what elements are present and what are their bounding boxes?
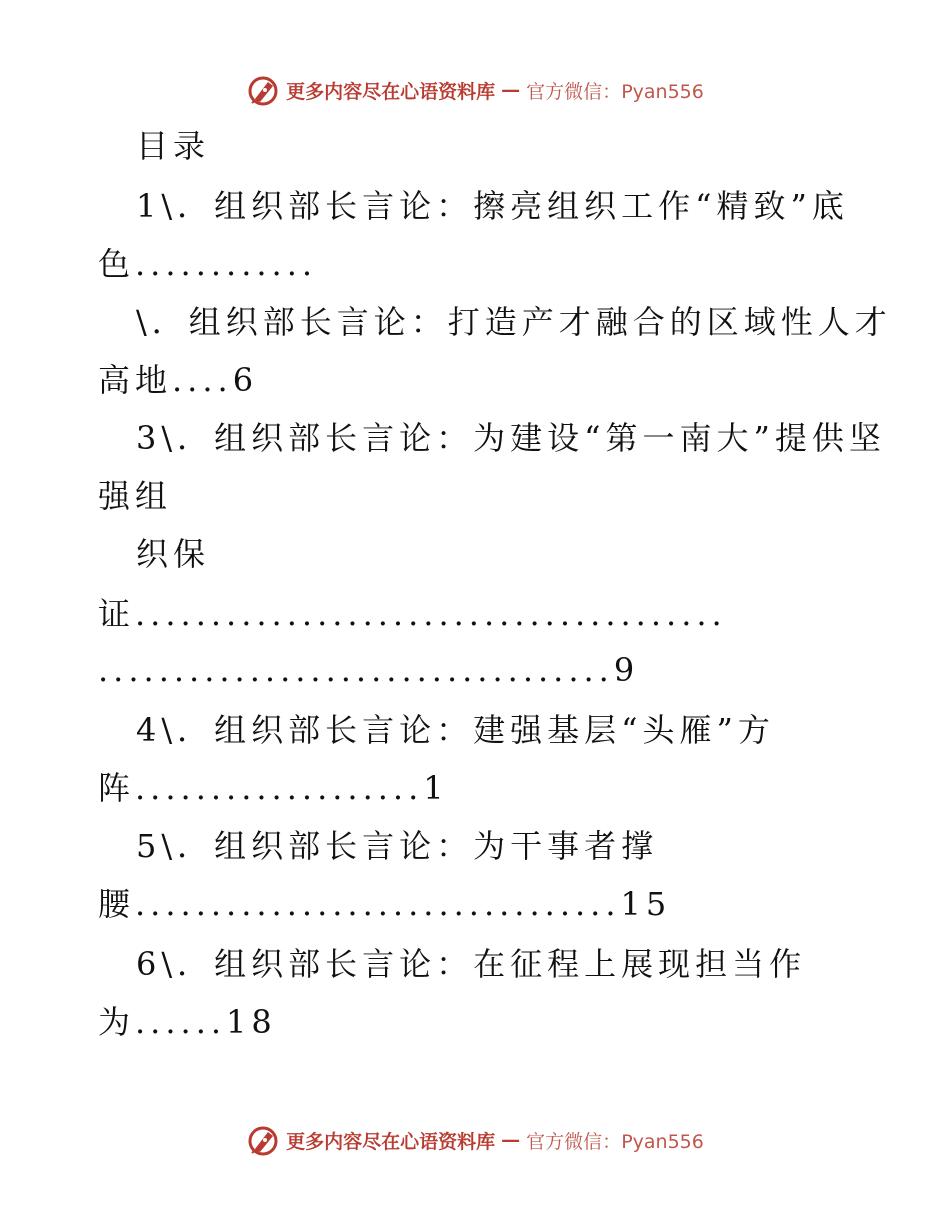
toc-entry-1-cont: 色............ xyxy=(98,245,318,283)
wechat-label: 官方微信： xyxy=(526,1130,622,1153)
watermark-wechat xyxy=(526,77,704,104)
wechat-id: Pyan556 xyxy=(621,80,704,103)
toc-entry-2-cont: 高地....6 xyxy=(98,361,259,399)
toc-entry-2: \．组织部长言论：打造产才融合的区域性人才 xyxy=(136,303,892,341)
pen-nib-seal-icon xyxy=(246,73,280,107)
header-watermark xyxy=(0,70,950,110)
watermark-dash: — xyxy=(501,79,521,101)
toc-entry-3-cont-3: 证....................................... xyxy=(98,595,727,633)
wechat-id: Pyan556 xyxy=(621,1130,704,1153)
watermark-text: 更多内容尽在心语资料库 xyxy=(286,80,496,103)
toc-entry-4-cont: 阵...................1 xyxy=(98,769,449,807)
footer-watermark xyxy=(0,1120,950,1160)
watermark-wechat xyxy=(526,1127,704,1154)
watermark-text: 更多内容尽在心语资料库 xyxy=(286,1130,496,1153)
toc-entry-1: 1\．组织部长言论：擦亮组织工作“精致”底 xyxy=(136,187,849,225)
toc-entry-3-cont-2: 织保 xyxy=(136,535,211,573)
toc-entry-6: 6\．组织部长言论：在征程上展现担当作 xyxy=(136,945,807,983)
toc-entry-3-cont: 强组 xyxy=(98,477,173,515)
watermark-dash: — xyxy=(501,1129,521,1151)
toc-entry-5: 5\．组织部长言论：为干事者撑 xyxy=(136,827,659,865)
toc-entry-3-cont-4: ..................................9 xyxy=(98,651,640,689)
wechat-label: 官方微信： xyxy=(526,80,622,103)
toc-entry-4: 4\．组织部长言论：建强基层“头雁”方 xyxy=(136,711,775,749)
toc-entry-6-cont: 为......18 xyxy=(98,1003,277,1041)
toc-entry-5-cont: 腰................................15 xyxy=(98,885,672,923)
pen-nib-seal-icon xyxy=(246,1123,280,1157)
toc-title: 目录 xyxy=(136,127,211,165)
toc-entry-3: 3\．组织部长言论：为建设“第一南大”提供坚 xyxy=(136,419,886,457)
